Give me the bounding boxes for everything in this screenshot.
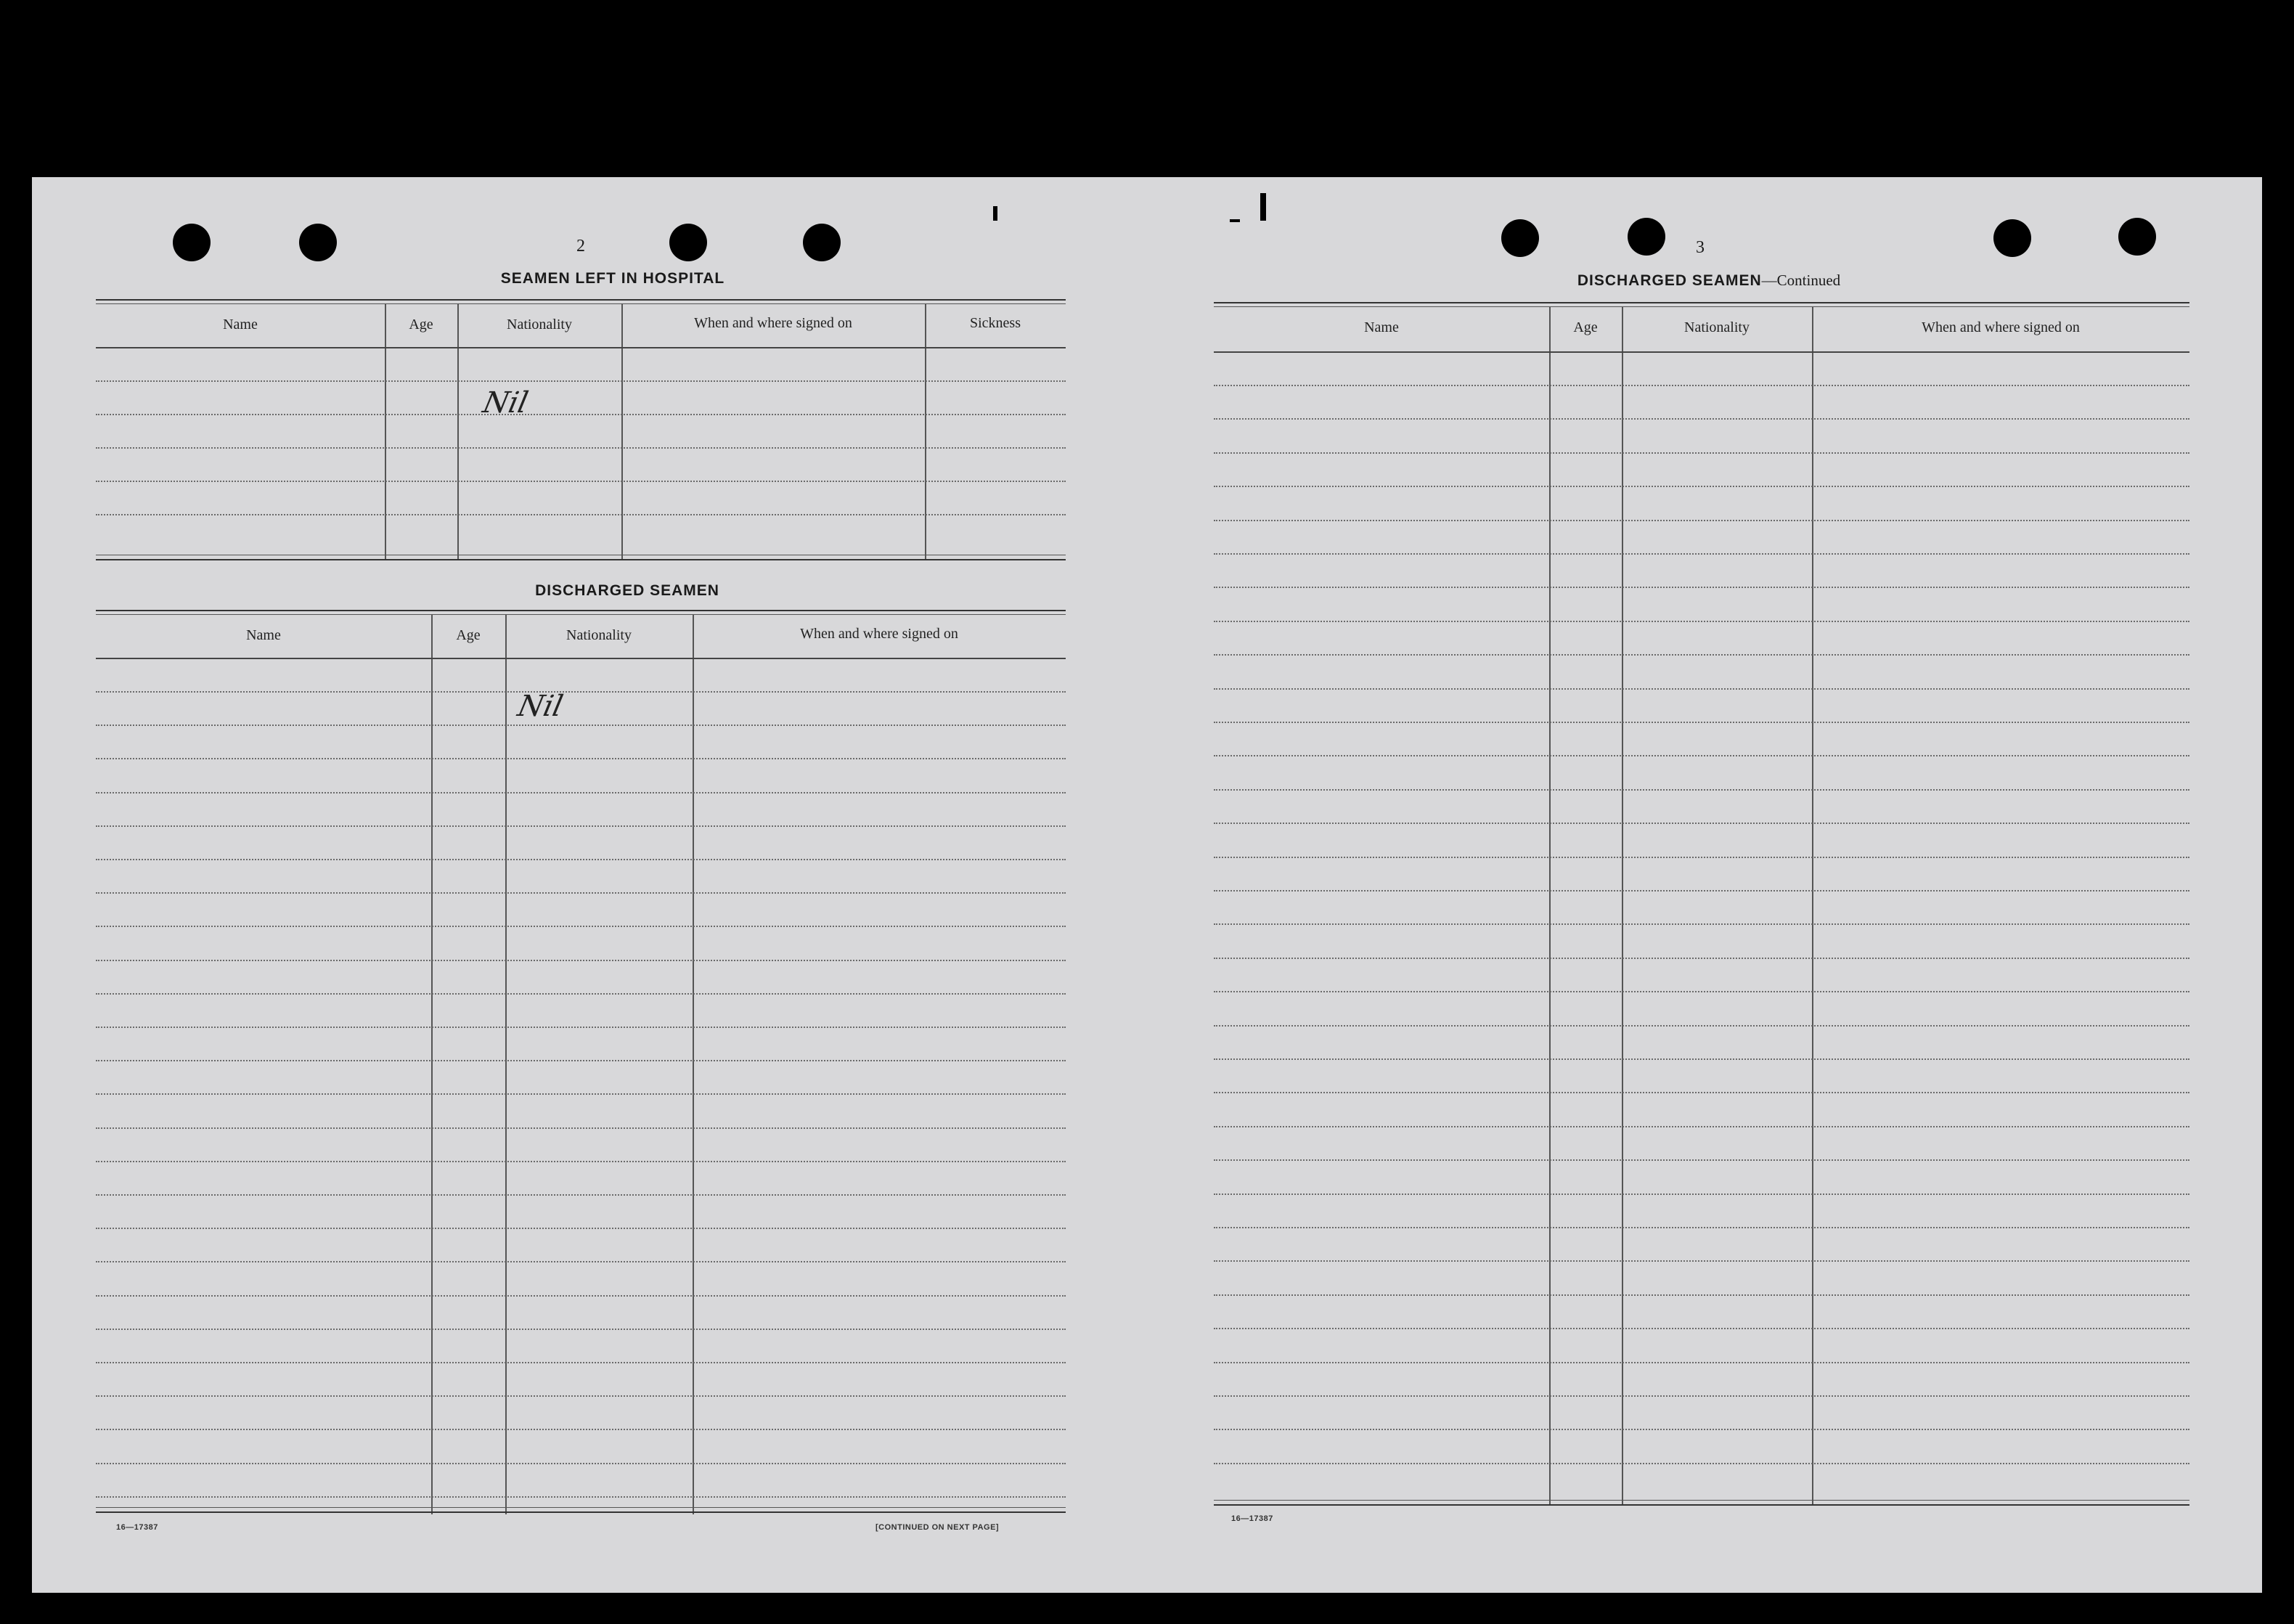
column-header-age: Age xyxy=(1573,319,1598,335)
ruled-line xyxy=(96,1161,1066,1162)
ruled-line xyxy=(96,1060,1066,1061)
ruled-line xyxy=(1214,520,2189,521)
ruled-line xyxy=(1214,486,2189,487)
column-header-name: Name xyxy=(246,627,281,643)
ruled-line xyxy=(1214,1463,2189,1464)
column-header-signed-on: When and where signed on xyxy=(694,315,852,331)
ruled-line xyxy=(1214,1429,2189,1430)
page-number-left: 2 xyxy=(576,237,585,256)
ruled-line xyxy=(1214,958,2189,959)
column-header-age: Age xyxy=(456,627,481,643)
column-header-name: Name xyxy=(1364,319,1399,335)
column-header-name: Name xyxy=(223,317,258,332)
ruled-line xyxy=(1214,587,2189,588)
ruled-line xyxy=(1214,1159,2189,1161)
ruled-line xyxy=(1214,1395,2189,1397)
ruled-line xyxy=(1214,857,2189,858)
ruled-line xyxy=(1214,991,2189,992)
column-header-nationality: Nationality xyxy=(566,627,632,643)
ruled-line xyxy=(96,892,1066,894)
binding-mark xyxy=(1260,193,1266,221)
ruled-line xyxy=(1214,1294,2189,1296)
ruled-line xyxy=(1214,1058,2189,1060)
form-number-right: 16—17387 xyxy=(1231,1514,1273,1523)
binding-mark xyxy=(1230,219,1240,222)
discharged-section-title: DISCHARGED SEAMEN xyxy=(535,582,719,599)
document-sheet xyxy=(32,177,2262,1593)
ruled-line xyxy=(1214,688,2189,690)
column-header-nationality: Nationality xyxy=(1684,319,1750,335)
ruled-line xyxy=(1214,621,2189,622)
ruled-line xyxy=(1214,1227,2189,1228)
right-section-title xyxy=(1433,272,1985,290)
ruled-line xyxy=(96,792,1066,793)
punch-hole xyxy=(1993,219,2031,257)
ruled-line xyxy=(1214,1025,2189,1027)
column-header-signed-on: When and where signed on xyxy=(800,626,958,642)
ruled-line xyxy=(96,1395,1066,1397)
ruled-line xyxy=(96,993,1066,995)
ruled-line xyxy=(96,1295,1066,1297)
binding-mark xyxy=(993,206,997,221)
ruled-line xyxy=(96,1496,1066,1498)
ruled-line xyxy=(1214,1092,2189,1093)
ruled-line xyxy=(96,1127,1066,1129)
right-title-suffix: —Continued xyxy=(1761,272,1841,289)
ruled-line xyxy=(96,1261,1066,1262)
handwritten-nil-entry: Nil xyxy=(480,386,531,420)
punch-hole xyxy=(2118,218,2156,256)
ruled-line xyxy=(1214,823,2189,824)
ruled-line xyxy=(96,725,1066,726)
discharged-table xyxy=(96,610,1066,1517)
ruled-line xyxy=(1214,452,2189,454)
ruled-line xyxy=(96,1429,1066,1430)
ruled-line xyxy=(1214,1193,2189,1195)
continued-note: [CONTINUED ON NEXT PAGE] xyxy=(875,1523,1000,1532)
ruled-line xyxy=(96,1329,1066,1330)
handwritten-nil-entry: Nil xyxy=(515,690,566,723)
page-number-right: 3 xyxy=(1696,238,1705,257)
punch-hole xyxy=(1501,219,1539,257)
ruled-line xyxy=(1214,385,2189,386)
ruled-line xyxy=(1214,923,2189,925)
ruled-line xyxy=(96,1194,1066,1196)
ruled-line xyxy=(96,1027,1066,1028)
ruled-line xyxy=(1214,755,2189,756)
ruled-line xyxy=(1214,553,2189,555)
discharged-continued-table xyxy=(1214,302,2189,1509)
column-header-sickness: Sickness xyxy=(970,315,1021,331)
ruled-line xyxy=(1214,722,2189,723)
ruled-line xyxy=(1214,1126,2189,1127)
ruled-line xyxy=(96,1362,1066,1363)
punch-hole xyxy=(1628,218,1665,256)
ruled-line xyxy=(96,758,1066,759)
column-header-age: Age xyxy=(409,317,433,332)
ruled-line xyxy=(96,1463,1066,1464)
ruled-line xyxy=(1214,1328,2189,1329)
punch-hole xyxy=(669,224,707,261)
ruled-line xyxy=(96,1093,1066,1095)
form-number-left: 16—17387 xyxy=(116,1523,158,1532)
hospital-section-title: SEAMEN LEFT IN HOSPITAL xyxy=(500,270,725,287)
ruled-line xyxy=(96,1228,1066,1229)
right-title-main: DISCHARGED SEAMEN xyxy=(1577,272,1762,289)
ruled-line xyxy=(96,691,1066,693)
ruled-line xyxy=(1214,1362,2189,1363)
punch-hole xyxy=(173,224,211,261)
punch-hole xyxy=(803,224,841,261)
hospital-table xyxy=(96,299,1066,562)
ruled-line xyxy=(1214,890,2189,891)
punch-hole xyxy=(299,224,337,261)
ruled-line xyxy=(96,859,1066,860)
column-header-signed-on: When and where signed on xyxy=(1922,319,2080,335)
ruled-line xyxy=(96,825,1066,827)
column-header-nationality: Nationality xyxy=(507,317,572,332)
ruled-line xyxy=(96,926,1066,927)
ruled-line xyxy=(1214,789,2189,791)
ruled-line xyxy=(96,960,1066,961)
ruled-line xyxy=(1214,418,2189,420)
ruled-line xyxy=(1214,1260,2189,1262)
ruled-line xyxy=(1214,654,2189,656)
